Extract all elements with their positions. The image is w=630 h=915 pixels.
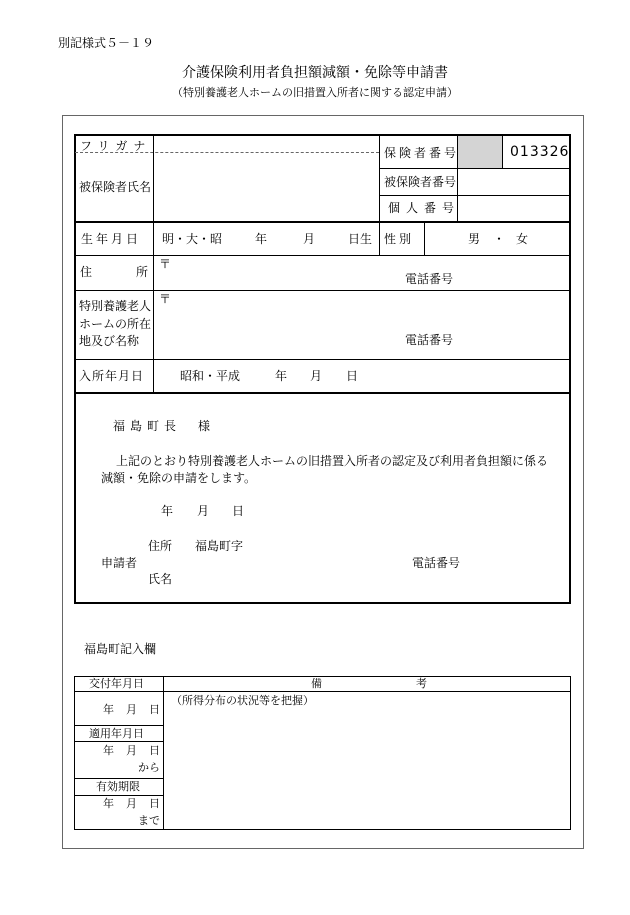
insurer-number-value: 013326 [510,144,570,160]
birthdate-label: 生年月日 [81,232,142,246]
insurer-number-shade [458,136,502,168]
birth-month-unit: 月 [303,232,316,246]
validity-day-unit: 日 [149,797,160,810]
admission-month-unit: 月 [310,369,323,383]
sex-label: 性別 [384,232,415,246]
insured-name-label: 被保険者氏名 [79,180,152,194]
addressee: 福島町長 様 [113,419,216,433]
statement-line2: 減額・免除の申請をします。 [101,471,257,485]
applicant-address-label: 住所 [148,539,173,553]
furigana-field[interactable] [155,136,377,151]
birth-year-unit: 年 [255,232,268,246]
form-title: 介護保険利用者負担額減額・免除等申請書 [182,65,448,81]
address-phone-label: 電話番号 [405,272,454,286]
application-month-unit: 月 [197,504,210,518]
facility-label-line2: ホームの所在 [79,317,152,331]
application-day-unit: 日 [232,504,245,518]
admission-year-unit: 年 [275,369,288,383]
remarks-note: （所得分布の状況等を把握） [171,694,314,707]
facility-field[interactable] [172,292,392,356]
insured-number-field[interactable] [459,170,569,194]
applicable-year-unit: 年 [103,744,114,757]
issue-year-unit: 年 [103,703,114,716]
postal-mark: 〒 [159,257,172,271]
applicant-address-field[interactable] [250,537,400,553]
applicant-name-field[interactable] [175,570,395,586]
facility-label-line1: 特別養護老人 [79,299,152,313]
town-section-heading: 福島町記入欄 [84,642,157,656]
application-year-unit: 年 [161,504,174,518]
birth-day-unit: 日生 [348,232,373,246]
applicable-date-label: 適用年月日 [89,727,144,740]
facility-phone-label: 電話番号 [405,333,454,347]
form-number: 別記様式５－１９ [58,36,155,50]
admission-day-unit: 日 [346,369,359,383]
applicant-phone-label: 電話番号 [412,556,461,570]
remarks-label-1: 備 [311,677,322,690]
insurer-number-label: 保険者番号 [384,146,460,160]
address-label-1: 住 [80,265,93,279]
validity-month-unit: 月 [126,797,137,810]
applicable-day-unit: 日 [149,744,160,757]
issue-day-unit: 日 [149,703,160,716]
applicable-month-unit: 月 [126,744,137,757]
address-label-2: 所 [136,265,149,279]
insured-name-field[interactable] [155,154,377,220]
validity-label: 有効期限 [96,780,140,793]
applicant-address-prefix: 福島町字 [195,539,244,553]
sex-separator: ・ [493,232,506,246]
admission-date-label: 入所年月日 [79,369,145,383]
form-subtitle: （特別養護老人ホームの旧措置入所者に関する認定申請） [172,86,458,99]
until-label: まで [138,814,160,827]
facility-label-line3: 地及び名称 [79,334,140,348]
personal-number-field[interactable] [459,197,569,220]
applicant-name-label: 氏名 [148,572,173,586]
remarks-field[interactable] [166,710,566,826]
applicant-label: 申請者 [101,556,138,570]
era-options[interactable]: 明・大・昭 [162,232,223,246]
furigana-label: フリガナ [80,139,152,153]
insured-number-label: 被保険者番号 [384,175,457,189]
address-field[interactable] [172,257,392,287]
issue-date-label: 交付年月日 [89,677,144,690]
sex-male[interactable]: 男 [468,232,481,246]
issue-month-unit: 月 [126,703,137,716]
personal-number-label: 個人番号 [388,201,461,215]
from-label: から [138,761,160,774]
sex-female[interactable]: 女 [516,232,529,246]
admission-era-options[interactable]: 昭和・平成 [180,369,241,383]
statement-line1: 上記のとおり特別養護老人ホームの旧措置入所者の認定及び利用者負担額に係る [116,454,549,468]
remarks-label-2: 考 [416,677,427,690]
facility-postal-mark: 〒 [159,292,172,306]
validity-year-unit: 年 [103,797,114,810]
